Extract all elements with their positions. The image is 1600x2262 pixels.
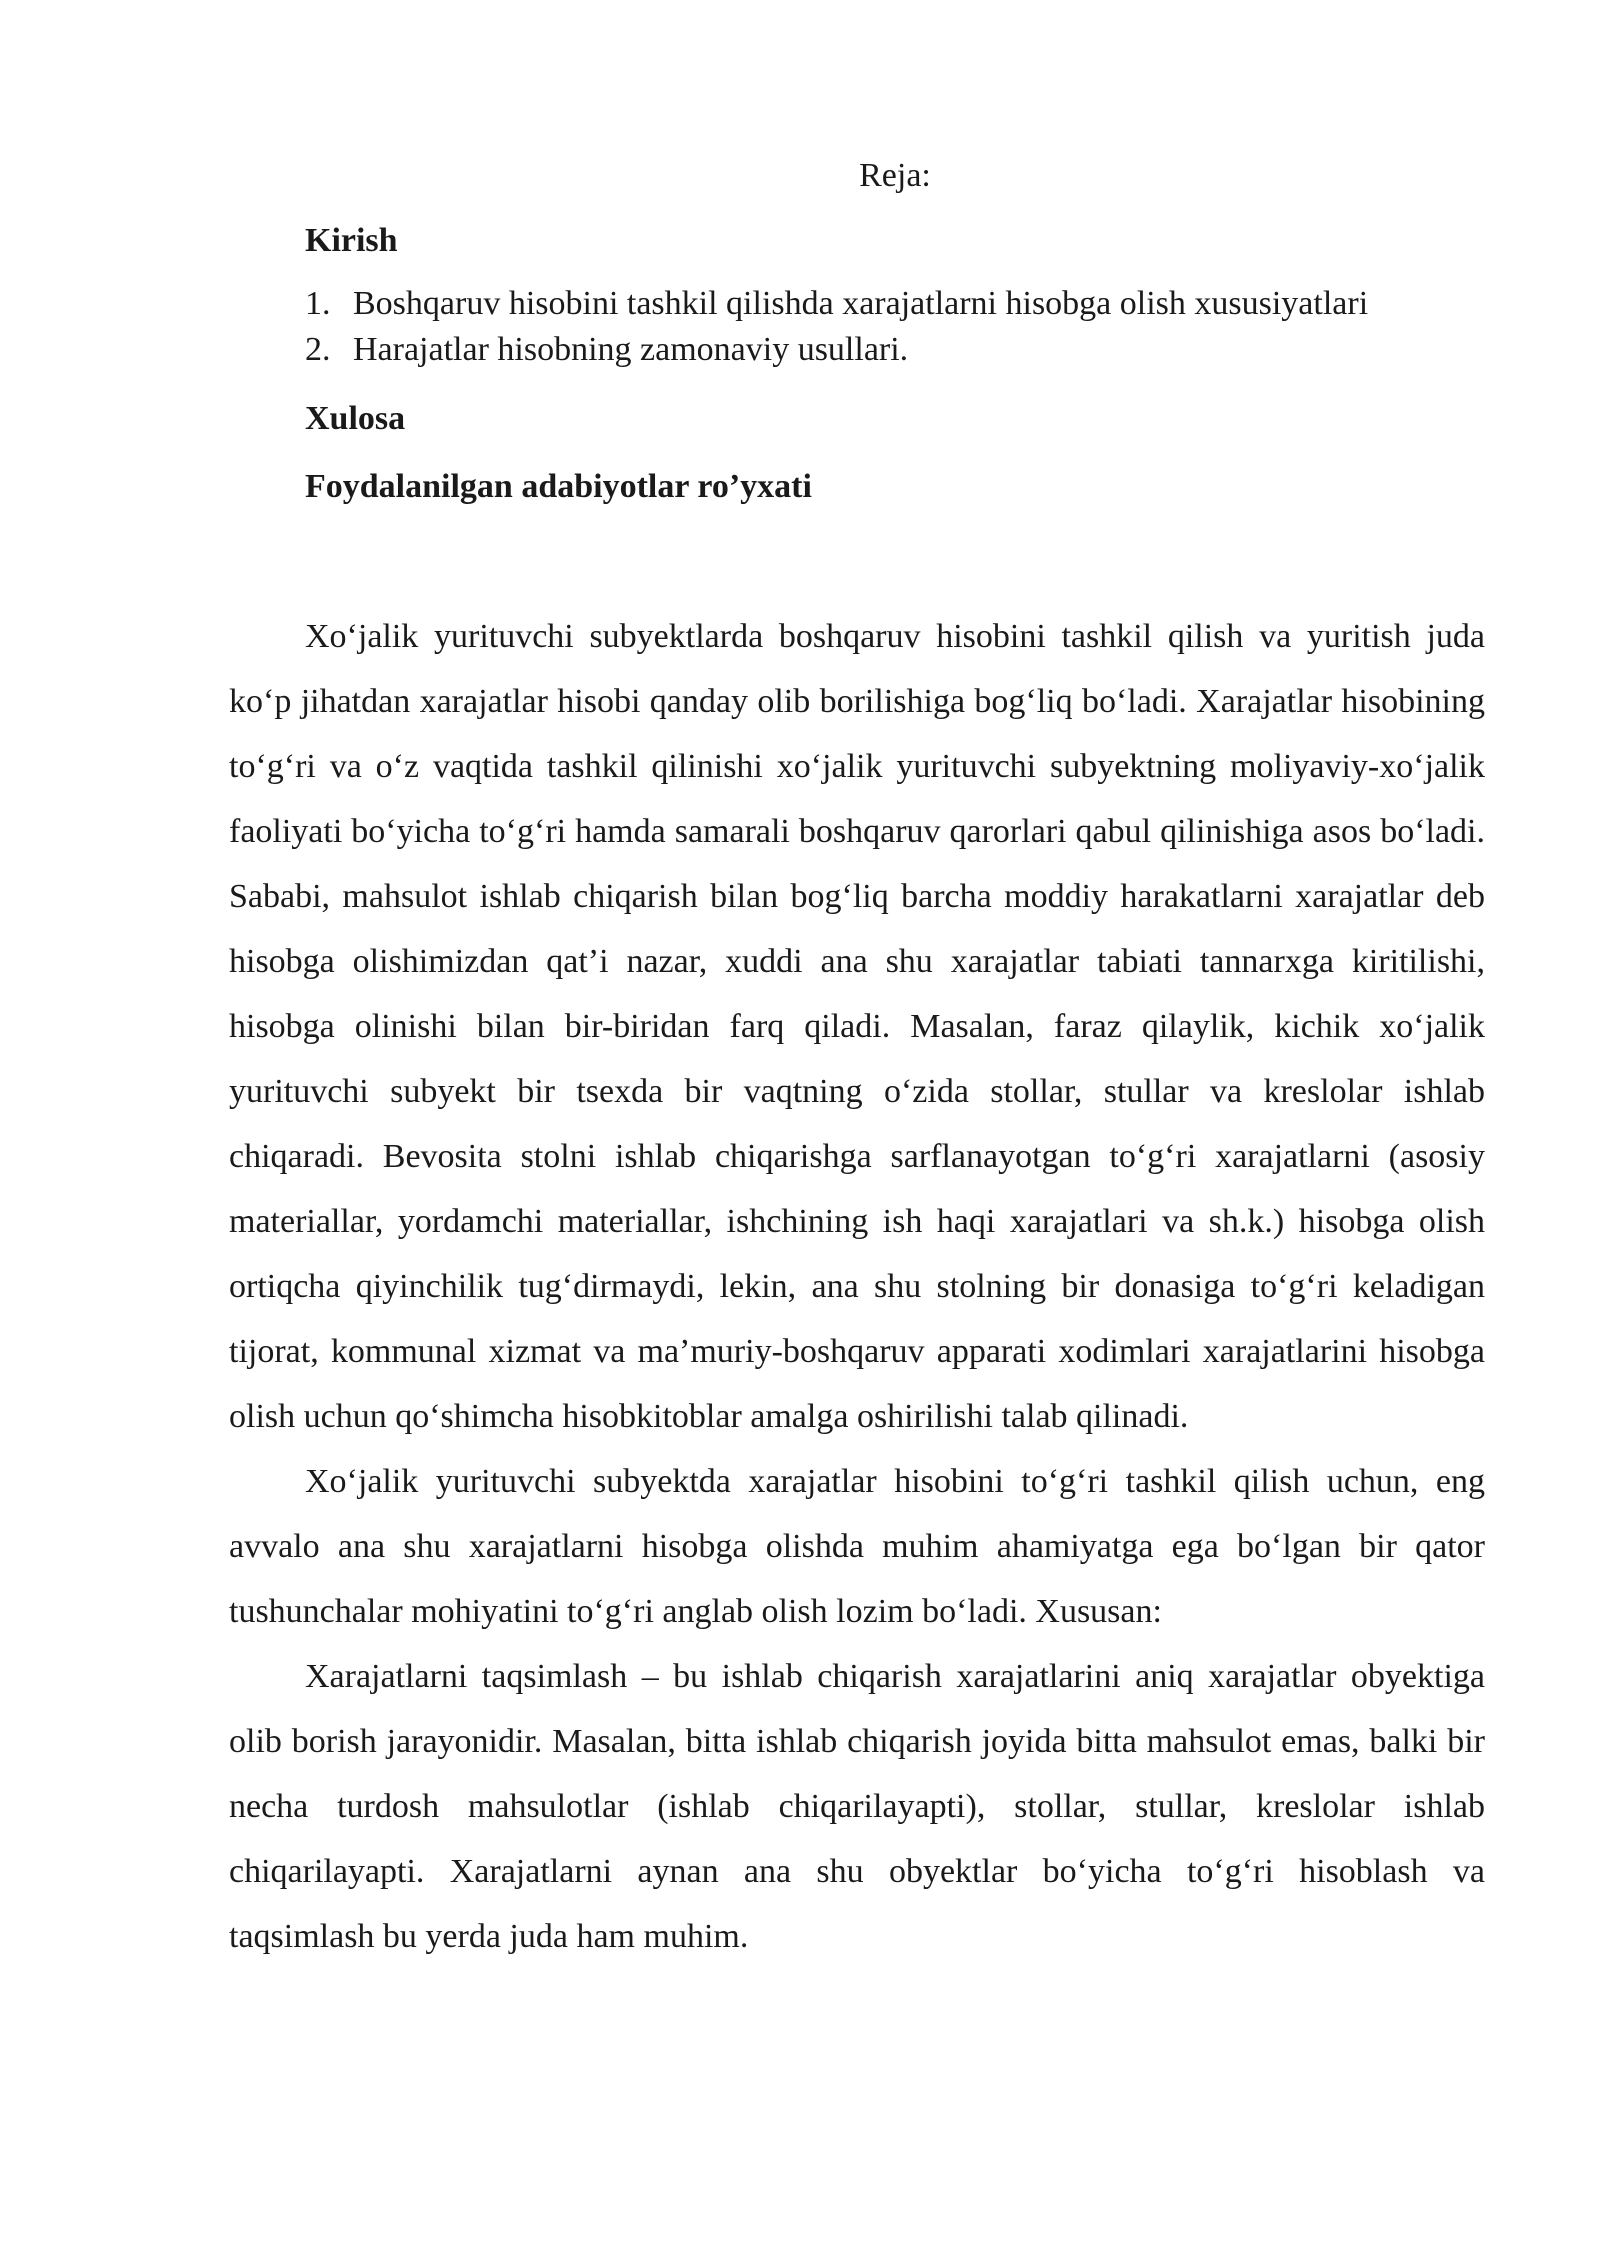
plan-title-text: Reja: xyxy=(859,157,931,194)
toc-references: Foydalanilgan adabiyotlar ro’yxati xyxy=(305,468,812,505)
paragraph: Xo‘jalik yurituvchi subyektda xarajatlar hisobini to‘g‘ri tashkil qilish uchun, eng avvalo ana shu xarajatlarni hisobga olishda muhim ahamiyatga ega bo‘lgan bir qator tushunchalar mohiyatini to‘g‘ri anglab olish lozim bo‘ladi. Xususan: xyxy=(229,1463,1485,1630)
toc-item xyxy=(305,327,1505,373)
toc-intro: Kirish xyxy=(305,222,398,259)
toc-item-text: Harajatlar hisobning zamonaviy usullari. xyxy=(353,331,909,368)
toc-conclusion: Xulosa xyxy=(305,400,406,437)
paragraph: Xo‘jalik yurituvchi subyektlarda boshqaruv hisobini tashkil qilish va yuritish juda ko‘p jihatdan xarajatlar hisobi qanday olib borilishiga bog‘liq bo‘ladi. Xarajatlar hisobining to‘g‘ri va o‘z vaqtida tashkil qilinishi xo‘jalik yurituvchi subyektning moliyaviy-xo‘jalik faoliyati bo‘yicha to‘g‘ri hamda samarali boshqaruv qarorlari qabul qilinishiga asos bo‘ladi. Sababi, mahsulot ishlab chiqarish bilan bog‘liq barcha moddiy harakatlarni xarajatlar deb hisobga olishimizdan qat’i nazar, xuddi ana shu xarajatlar tabiati tannarxga kiritilishi, hisobga olinishi bilan bir-biridan farq qiladi. Masalan, faraz qilaylik, kichik xo‘jalik yurituvchi subyekt bir tsexda bir vaqtning o‘zida stollar, stullar va kreslolar ishlab chiqaradi. Bevosita stolni ishlab chiqarishga sarflanayotgan to‘g‘ri xarajatlarni (asosiy materiallar, yordamchi materiallar, ishchining ish haqi xarajatlari va sh.k.) hisobga olish ortiqcha qiyinchilik tug‘dirmaydi, lekin, ana shu stolning bir donasiga to‘g‘ri keladigan tijorat, kommunal xizmat va ma’muriy-boshqaruv apparati xodimlari xarajatlarini hisobga olish uchun qo‘shimcha hisobkitoblar amalga oshirilishi talab qilinadi. xyxy=(229,618,1485,1435)
toc-item-number: 1. xyxy=(305,285,331,322)
toc-item-text: Boshqaruv hisobini tashkil qilishda xarajatlarni hisobga olish xususiyatlari xyxy=(353,285,1369,322)
toc-list xyxy=(305,281,1505,373)
toc-item-number: 2. xyxy=(305,331,331,368)
plan-title xyxy=(0,150,1600,202)
table-of-contents xyxy=(305,215,1505,513)
toc-item xyxy=(305,281,1505,327)
paragraph: Xarajatlarni taqsimlash – bu ishlab chiqarish xarajatlarini aniq xarajatlar obyektiga olib borish jarayonidir. Masalan, bitta ishlab chiqarish joyida bitta mahsulot emas, balki bir necha turdosh mahsulotlar (ishlab chiqarilayapti), stollar, stullar, kreslolar ishlab chiqarilayapti. Xarajatlarni aynan ana shu obyektlar bo‘yicha to‘g‘ri hisoblash va taqsimlash bu yerda juda ham muhim. xyxy=(229,1658,1485,1955)
body-text xyxy=(229,604,1485,1969)
